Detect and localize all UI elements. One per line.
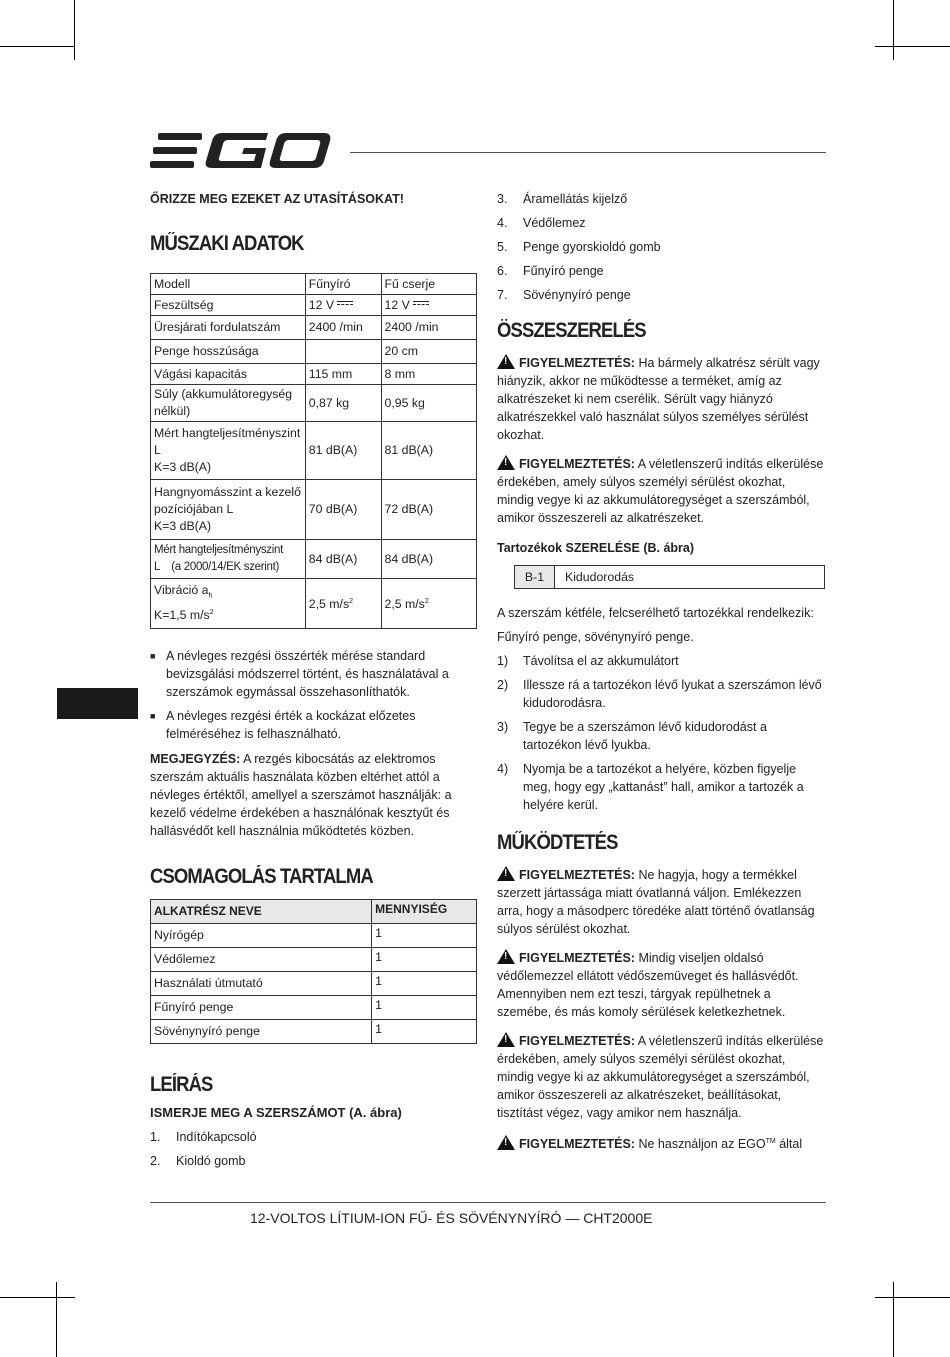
warning-icon: [497, 949, 515, 964]
table-row: Üresjárati fordulatszám 2400 /min 2400 /min: [151, 316, 477, 340]
package-title: CSOMAGOLÁS TARTALMA: [150, 864, 373, 888]
table-row: Mért hangteljesítményszint L (a 2000/14/EK szerint) 84 dB(A) 84 dB(A): [151, 540, 477, 579]
tech-data-title: MŰSZAKI ADATOK: [150, 232, 304, 255]
table-row: Mért hangteljesítményszint L K=3 dB(A) 81 dB(A) 81 dB(A): [151, 422, 477, 480]
table-row: Fűnyíró penge 1: [151, 995, 477, 1019]
table-row: Súly (akkumulátoregység nélkül) 0,87 kg 0,95 kg: [151, 385, 477, 422]
table-row: Vágási kapacitás 115 mm 8 mm: [151, 364, 477, 385]
footer-rule: [150, 1202, 826, 1203]
table-row: Védőlemez 1: [151, 947, 477, 971]
warning-paragraph: !FIGYELMEZTETÉS: A véletlenszerű indítás elkerülése érdekében, amely súlyos személyi sérülést okozhat, mindig vegye ki az akkumulátoregységet a szerszámból, amikor összeszereli az alkatrészeket.: [497, 455, 825, 527]
accessory-intro-2: Fűnyíró penge, sövénynyíró penge.: [497, 630, 694, 644]
warning-paragraph: !FIGYELMEZTETÉS: Ne hagyja, hogy a termékkel szerzett jártassága miatt óvatlanná váljon. Emlékezzen arra, hogy a másodperc töredéke alatt történő óvatlanság súlyos sérülést okozhat.: [497, 866, 825, 938]
list-item: 6. Fűnyíró penge: [497, 264, 604, 278]
spec-table: [150, 273, 477, 629]
language-tab: [57, 688, 138, 719]
crop-mark: [893, 1282, 894, 1357]
warning-paragraph: !FIGYELMEZTETÉS: A véletlenszerű indítás elkerülése érdekében, amely súlyos személyi sérülést okozhat, mindig vegye ki az akkumulátoregységet a szerszámból, amikor összeszereli az alkatrészeket, beállításokat, tisztítást végez, vagy amikor nem használja.: [497, 1032, 825, 1122]
table-row: Penge hosszúsága 20 cm: [151, 340, 477, 364]
left-column: [150, 190, 476, 1176]
list-item: 5. Penge gyorskioldó gomb: [497, 240, 661, 254]
table-row: Sövénynyíró penge 1: [151, 1019, 477, 1043]
accessory-intro: A szerszám kétféle, felcserélhető tartozékkal rendelkezik:: [497, 606, 814, 620]
list-item: 3. Áramellátás kijelző: [497, 192, 628, 206]
table-row: ALKATRÉSZ NEVE MENNYISÉG: [151, 899, 477, 923]
steps-list: [497, 652, 825, 814]
table-row: Használati útmutató 1: [151, 971, 477, 995]
warning-icon: [497, 1032, 515, 1047]
list-item: 1. Indítókapcsoló: [150, 1129, 257, 1144]
crop-mark: [0, 46, 75, 47]
crop-mark: [893, 0, 894, 60]
keep-instructions: ŐRIZZE MEG EZEKET AZ UTASÍTÁSOKAT!: [150, 192, 404, 206]
crop-mark: [875, 46, 950, 47]
table-row: Vibráció $a_h$ K=1,5 $m/s^2$ 2,5 $m/s^2$ 2,5 $m/s^2$: [151, 579, 477, 629]
crop-mark: [56, 1282, 57, 1357]
warning-icon: [497, 455, 515, 470]
warning-icon: [497, 1135, 515, 1150]
table-row: Hangnyomásszint a kezelő pozíciójában L K=3 dB(A) 70 dB(A) 72 dB(A): [151, 480, 477, 540]
crop-mark: [875, 1297, 950, 1298]
ego-logo: [150, 130, 332, 177]
list-item: 2. Kioldó gomb: [150, 1153, 246, 1168]
list-item: 3) Tegye be a szerszámon lévő kidudorodást a tartozékon lévő lyukba.: [497, 720, 767, 752]
list-item: 4) Nyomja be a tartozékot a helyére, közben figyelje meg, hogy egy „kattanást” hall, amikor a tartozék a helyére kerül.: [497, 762, 804, 812]
list-item: 2) Illessze rá a tartozékon lévő lyukat a szerszámon lévő kidudorodásra.: [497, 678, 822, 710]
crop-mark: [0, 1297, 75, 1298]
warning-icon: [497, 354, 515, 369]
accessory-title: Tartozékok SZERELÉSE (B. ábra): [497, 541, 695, 555]
dc-symbol-icon: [413, 301, 429, 307]
note-paragraph: MEGJEGYZÉS: A rezgés kibocsátás az elektromos szerszám aktuális használata közben eltérhet attól a névleges értéktől, amellyel a szerszámot használják: a kezelő védelme érdekében a használónak kesztyűt és hallásvédőt kell használnia működtetés közben.: [150, 751, 452, 838]
accessory-table: [514, 565, 825, 589]
page-footer: 12-VOLTOS LÍTIUM-ION FŰ- ÉS SÖVÉNYNYÍRÓ — CHT2000E: [250, 1210, 653, 1226]
list-item: 4. Védőlemez: [497, 216, 586, 230]
description-title: LEÍRÁS: [150, 1072, 213, 1096]
know-tool-title: ISMERJE MEG A SZERSZÁMOT (A. ábra): [150, 1104, 402, 1120]
right-column: [497, 190, 825, 1153]
list-item: ■ A névleges rezgési érték a kockázat előzetes felméréséhez is felhasználható.: [150, 708, 416, 741]
assembly-title: ÖSSZESZERELÉS: [497, 319, 646, 342]
dc-symbol-icon: [337, 301, 353, 307]
table-row: Modell Fűnyíró Fű cserje: [151, 274, 477, 295]
table-row: B-1 Kidudorodás: [515, 566, 825, 589]
bullet-list: [150, 647, 476, 743]
warning-paragraph: !FIGYELMEZTETÉS: Ha bármely alkatrész sérült vagy hiányzik, akkor ne működtesse a terméket, amíg az alkatrészeket ki nem cserélik. Sérült vagy hiányzó alkatrészekkel való használat súlyos személyes sérülést okozhat.: [497, 354, 825, 444]
package-table: [150, 899, 477, 1044]
table-row: Feszültség 12 V 12 V: [151, 295, 477, 316]
operation-title: MŰKÖDTETÉS: [497, 831, 618, 854]
warning-paragraph: !FIGYELMEZTETÉS: Ne használjon az EGO™ által: [497, 1133, 825, 1153]
table-row: Nyírógép 1: [151, 923, 477, 947]
parts-list: [150, 1128, 476, 1170]
crop-mark: [74, 0, 75, 60]
list-item: ■ A névleges rezgési összérték mérése standard bevizsgálási módszerrel történt, és használatával a szerszámok egymással összehasonlíthatók.: [150, 648, 449, 699]
header-rule: [350, 152, 826, 153]
warning-paragraph: !FIGYELMEZTETÉS: Mindig viseljen oldalsó védőlemezzel ellátott védőszemüveget és hallásvédőt. Amennyiben nem ezt teszi, tárgyak repülhetnek a szemébe, és más komoly sérülések keletkezhetnek.: [497, 949, 825, 1021]
list-item: 7. Sövénynyíró penge: [497, 288, 631, 302]
warning-icon: [497, 866, 515, 881]
parts-list-continued: [497, 190, 825, 304]
list-item: 1) Távolítsa el az akkumulátort: [497, 654, 679, 668]
